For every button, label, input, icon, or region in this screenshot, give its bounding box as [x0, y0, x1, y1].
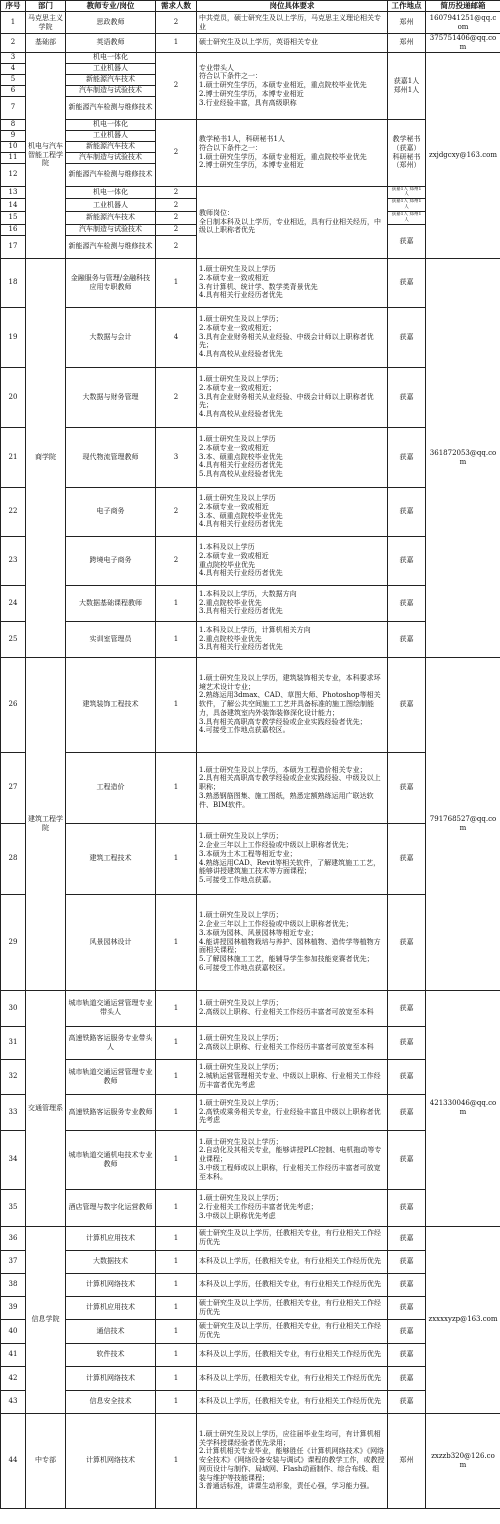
- requirements-cell: 硕士研究生及以上学历，任教相关专业，有行业相关工作经历优先: [197, 1319, 388, 1343]
- row-no: 11: [1, 152, 26, 163]
- col-header-position: 教师专业/岗位: [66, 1, 156, 12]
- position-cell: 汽车制造与试验技术: [66, 152, 156, 163]
- count-cell: 2: [156, 211, 197, 224]
- row-no: 21: [1, 427, 26, 487]
- count-cell: 1: [156, 1226, 197, 1250]
- row-no: 19: [1, 307, 26, 367]
- row-no: 6: [1, 85, 26, 96]
- position-cell: 实训室管理员: [66, 621, 156, 657]
- row-no: 38: [1, 1273, 26, 1296]
- table-row: [1, 186, 500, 199]
- position-cell: 新能源汽车检测与维修技术: [66, 96, 156, 119]
- row-no: 18: [1, 258, 26, 307]
- location-cell: 获嘉: [388, 1059, 426, 1094]
- position-cell: 城市轨道交通机电技术专业教师: [66, 1130, 156, 1189]
- row-no: 27: [1, 752, 26, 823]
- row-no: 37: [1, 1250, 26, 1273]
- requirements-cell: 1.硕士研究生及以上学历； 2.企业三年以上工作经验或中级以上职称者优先； 3.本硕为园林、风景园林等相近专业； 4.能讲授园林植物栽培与养护、园林植物、造传学等植物方面相关课程； 5.了解园林施工工艺，能辅导学生参加技能竞赛者优先； 6.可接受工作地点获嘉校区。: [197, 894, 388, 990]
- count-cell: 1: [156, 1390, 197, 1413]
- row-no: 26: [1, 657, 26, 752]
- row-no: 4: [1, 63, 26, 74]
- table-row: [1, 487, 500, 536]
- row-no: 43: [1, 1390, 26, 1413]
- count-cell: 2: [156, 199, 197, 212]
- col-header-no: 序号: [1, 1, 26, 12]
- table-row: [1, 1319, 500, 1343]
- position-cell: 计算机应用技术: [66, 1296, 156, 1319]
- position-cell: 新能源汽车技术: [66, 74, 156, 85]
- row-no: 10: [1, 141, 26, 152]
- location-cell: 获嘉: [388, 536, 426, 585]
- table-row: [1, 119, 500, 130]
- count-cell: 2: [156, 224, 197, 235]
- position-cell: 风景园林设计: [66, 894, 156, 990]
- location-cell: 获嘉: [388, 427, 426, 487]
- position-cell: 计算机应用技术: [66, 1226, 156, 1250]
- table-row: [1, 1130, 500, 1189]
- position-cell: 城市轨道交通运营管理专业带头人: [66, 990, 156, 1026]
- position-cell: 计算机网络技术: [66, 1273, 156, 1296]
- count-cell: 2: [156, 12, 197, 34]
- count-cell: 1: [156, 1250, 197, 1273]
- table-row: [1, 1059, 500, 1094]
- count-cell: 1: [156, 1413, 197, 1508]
- position-cell: 高速铁路客运服务专业教师: [66, 1094, 156, 1130]
- position-cell: 英语教师: [66, 34, 156, 53]
- position-cell: 通信技术: [66, 1319, 156, 1343]
- location-cell: 获嘉: [388, 224, 426, 258]
- row-no: 2: [1, 34, 26, 53]
- table-row: [1, 1296, 500, 1319]
- row-no: 35: [1, 1189, 26, 1226]
- table-row: [1, 585, 500, 621]
- email-cell[interactable]: zxzzb320@126.com: [426, 1413, 500, 1508]
- row-no: 36: [1, 1226, 26, 1250]
- position-cell: 思政教师: [66, 12, 156, 34]
- position-cell: 高速铁路客运服务专业带头人: [66, 1026, 156, 1059]
- position-cell: 工业机器人: [66, 130, 156, 141]
- dept-cell: 建筑工程学院: [26, 657, 66, 990]
- requirements-cell: 专业带头人 符合以下条件之一： 1.硕士研究生学历，本硕专业相近，重点院校毕业优先 2.博士研究生学历，本博专业相近 3.行业经验丰富，具有高级职称: [197, 52, 388, 119]
- requirements-cell: 1.本科及以上学历 2.本硕专业一致或相近 重点院校毕业优先 4.具有相关行业经历者优先: [197, 536, 388, 585]
- location-cell: 郑州: [388, 1413, 426, 1508]
- count-cell: 1: [156, 1273, 197, 1296]
- count-cell: 1: [156, 1094, 197, 1130]
- position-cell: 大数据基础课程教师: [66, 585, 156, 621]
- location-cell: 获嘉1人 郑州1人: [388, 199, 426, 212]
- table-row: [1, 1413, 500, 1508]
- position-cell: 机电一体化: [66, 52, 156, 63]
- row-no: 8: [1, 119, 26, 130]
- position-cell: 机电一体化: [66, 119, 156, 130]
- email-cell[interactable]: 361872053@qq.com: [426, 258, 500, 657]
- location-cell: 郑州: [388, 12, 426, 34]
- requirements-cell: 1.硕士研究生及以上学历； 2.高级以上职称、行业相关工作经历丰富者可放宽至本科: [197, 1026, 388, 1059]
- requirements-cell: 本科及以上学历，任教相关专业，有行业相关工作经历优先: [197, 1273, 388, 1296]
- row-no: 17: [1, 235, 26, 258]
- requirements-cell: 中共党员，硕士研究生及以上学历，马克思主义理论相关专业: [197, 12, 388, 34]
- location-cell: 获嘉: [388, 1390, 426, 1413]
- position-cell: 信息安全技术: [66, 1390, 156, 1413]
- dept-cell: 中专部: [26, 1413, 66, 1508]
- position-cell: 工程造价: [66, 752, 156, 823]
- location-cell: 获嘉: [388, 657, 426, 752]
- dept-cell: 基础部: [26, 34, 66, 53]
- table-row: [1, 1226, 500, 1250]
- email-cell[interactable]: zxxxxyzp@163.com: [426, 1226, 500, 1413]
- requirements-cell: 1.硕士研究生及以上学历，应往届毕业生均可，有计算机相关学科授课经验者优先录用； 2.计算机相关专业毕业，能够胜任《计算机网络技术》《网络安全技术》《网络设备安装与调试》课程的教学工作，或教授网页设计与制作、局域网、Flash动画制作、综合布线、组装与维护等技能课程； 3.普通话标准，讲课生动形象，责任心强，学习能力强。: [197, 1413, 388, 1508]
- requirements-cell: 本科及以上学历，任教相关专业，有行业相关工作经历优先: [197, 1390, 388, 1413]
- count-cell: 2: [156, 235, 197, 258]
- count-cell: 1: [156, 657, 197, 752]
- table-row: [1, 621, 500, 657]
- location-cell: 获嘉1人 郑州1人: [388, 52, 426, 119]
- position-cell: 大数据技术: [66, 1250, 156, 1273]
- position-cell: 计算机网络技术: [66, 1366, 156, 1390]
- dept-cell: 机电与汽车智能工程学院: [26, 52, 66, 258]
- requirements-cell: 1.硕士研究生及以上学历； 2.企业三年以上工作经验或中级以上职称者优先； 3.本硕为土木工程等相近专业； 4.熟练运用CAD、Revit等相关软件，了解建筑施工工艺，能够讲授建筑施工技术等方面课程； 5.可接受工作地点获嘉。: [197, 823, 388, 894]
- position-cell: 汽车制造与试验技术: [66, 85, 156, 96]
- location-cell: 获嘉1人 郑州1人: [388, 186, 426, 199]
- table-row: [1, 1026, 500, 1059]
- row-no: 41: [1, 1343, 26, 1366]
- location-cell: 获嘉: [388, 1273, 426, 1296]
- requirements-cell: 本科及以上学历，任教相关专业，有行业相关工作经历优先: [197, 1343, 388, 1366]
- count-cell: 1: [156, 621, 197, 657]
- count-cell: 1: [156, 1319, 197, 1343]
- location-cell: 获嘉: [388, 1130, 426, 1189]
- row-no: 1: [1, 12, 26, 34]
- row-no: 13: [1, 186, 26, 199]
- count-cell: 1: [156, 1343, 197, 1366]
- position-cell: 计算机网络技术: [66, 1413, 156, 1508]
- table-row: [1, 657, 500, 752]
- row-no: 7: [1, 96, 26, 119]
- count-cell: 1: [156, 258, 197, 307]
- location-cell: 获嘉: [388, 258, 426, 307]
- requirements-cell: 1.硕士研究生及以上学历； 2.城轨运营管理相关专业、中级以上职称、行业相关工作经历丰富者优先考虑: [197, 1059, 388, 1094]
- position-cell: 建筑装饰工程技术: [66, 657, 156, 752]
- table-row: [1, 1189, 500, 1226]
- position-cell: 酒店管理与数字化运营教师: [66, 1189, 156, 1226]
- position-cell: 现代物流管理教师: [66, 427, 156, 487]
- requirements-cell: 1.硕士研究生及以上学历； 2.高级以上职称、行业相关工作经历丰富者可放宽至本科: [197, 990, 388, 1026]
- table-row: [1, 367, 500, 427]
- dept-cell: 交通管理系: [26, 990, 66, 1226]
- count-cell: 1: [156, 823, 197, 894]
- email-cell[interactable]: 375751406@qq.com: [426, 34, 500, 53]
- row-no: 39: [1, 1296, 26, 1319]
- location-cell: 获嘉: [388, 367, 426, 427]
- position-cell: 软件技术: [66, 1343, 156, 1366]
- count-cell: 1: [156, 1296, 197, 1319]
- count-cell: 1: [156, 894, 197, 990]
- dept-cell: 信息学院: [26, 1226, 66, 1413]
- position-cell: 工业机器人: [66, 63, 156, 74]
- table-row: [1, 12, 500, 34]
- requirements-cell: 1.硕士研究生及以上学历； 2.高铁或乘务相关专业，行业经验丰富且中级以上职称者优先考虑: [197, 1094, 388, 1130]
- row-no: 44: [1, 1413, 26, 1508]
- requirements-cell: 1.硕士研究生及以上学历 2.本硕专业一致或相近 3.本、硕重点院校毕业优先 4.具有相关行业经历者优先: [197, 487, 388, 536]
- location-cell: 获嘉: [388, 307, 426, 367]
- location-cell: 获嘉: [388, 1189, 426, 1226]
- count-cell: 2: [156, 487, 197, 536]
- row-no: 40: [1, 1319, 26, 1343]
- requirements-cell: 硕士研究生及以上学历，任教相关专业，有行业相关工作经历优先: [197, 1296, 388, 1319]
- requirements-cell: 教学秘书1人，科研秘书1人 符合以下条件之一： 1.硕士研究生学历，本硕专业相近，重点院校毕业优先 2.博士研究生学历，本博专业相近: [197, 119, 388, 186]
- row-no: 15: [1, 211, 26, 224]
- position-cell: 跨境电子商务: [66, 536, 156, 585]
- email-cell[interactable]: zxjdgcxy@163.com: [426, 52, 500, 258]
- row-no: 3: [1, 52, 26, 63]
- location-cell: 获嘉: [388, 990, 426, 1026]
- row-no: 9: [1, 130, 26, 141]
- email-cell[interactable]: 1607941251@qq.com: [426, 12, 500, 34]
- location-cell: 获嘉: [388, 1250, 426, 1273]
- location-cell: 获嘉: [388, 894, 426, 990]
- position-cell: 工业机器人: [66, 199, 156, 212]
- count-cell: 1: [156, 1366, 197, 1390]
- count-cell: 1: [156, 585, 197, 621]
- row-no: 34: [1, 1130, 26, 1189]
- location-cell: 获嘉: [388, 1296, 426, 1319]
- position-cell: 电子商务: [66, 487, 156, 536]
- table-row: [1, 536, 500, 585]
- location-cell: 获嘉: [388, 487, 426, 536]
- table-row: [1, 823, 500, 894]
- table-row: [1, 427, 500, 487]
- row-no: 29: [1, 894, 26, 990]
- count-cell: 1: [156, 990, 197, 1026]
- table-row: [1, 34, 500, 53]
- row-no: 32: [1, 1059, 26, 1094]
- row-no: 24: [1, 585, 26, 621]
- count-cell: 1: [156, 1130, 197, 1189]
- row-no: 25: [1, 621, 26, 657]
- position-cell: 大数据与财务管理: [66, 367, 156, 427]
- location-cell: 获嘉: [388, 752, 426, 823]
- location-cell: 获嘉: [388, 1094, 426, 1130]
- count-cell: 4: [156, 307, 197, 367]
- count-cell: 2: [156, 367, 197, 427]
- location-cell: 获嘉: [388, 1226, 426, 1250]
- count-cell: 2: [156, 186, 197, 199]
- requirements-cell: 1.硕士研究生及以上学历 2.本硕专业一致或相近 3.有计算机、统计学、数学类背景优先 4.具有相关行业经历者优先: [197, 258, 388, 307]
- position-cell: 新能源汽车检测与维修技术: [66, 235, 156, 258]
- row-no: 42: [1, 1366, 26, 1390]
- position-cell: 新能源汽车检测与维修技术: [66, 163, 156, 186]
- table-row: [1, 752, 500, 823]
- location-cell: 郑州: [388, 34, 426, 53]
- count-cell: 1: [156, 1059, 197, 1094]
- email-cell[interactable]: 791768527@qq.com: [426, 657, 500, 990]
- row-no: 23: [1, 536, 26, 585]
- row-no: 16: [1, 224, 26, 235]
- requirements-cell: 硕士研究生及以上学历，英语相关专业: [197, 34, 388, 53]
- requirements-cell: 1.硕士研究生及以上学历，本硕为工程造价相关专业； 2.具有相关高职高专教学经验或企业实践经验、中级及以上职称； 3.熟悉钢筋图集、施工图纸，熟悉定额熟练运用广联达软件、BIM软件。: [197, 752, 388, 823]
- col-header-email: 简历投递邮箱: [426, 1, 500, 12]
- count-cell: 1: [156, 1026, 197, 1059]
- requirements-cell: 1.硕士研究生及以上学历 2.本硕专业一致或相近 3.本、硕重点院校毕业优先 4.具有相关行业经历者优先 5.具有高校从业经验者优先: [197, 427, 388, 487]
- table-row: [1, 258, 500, 307]
- position-cell: 新能源汽车技术: [66, 141, 156, 152]
- header-row: [1, 1, 500, 12]
- count-cell: 2: [156, 119, 197, 186]
- row-no: 5: [1, 74, 26, 85]
- col-header-location: 工作地点: [388, 1, 426, 12]
- col-header-requirements: 岗位具体要求: [197, 1, 388, 12]
- requirements-cell: 1.硕士研究生及以上学历； 2.行业相关工作经历丰富者优先考虑； 3.中级以上职称优先考虑: [197, 1189, 388, 1226]
- table-row: [1, 1273, 500, 1296]
- row-no: 22: [1, 487, 26, 536]
- position-cell: 金融服务与管理/金融科技应用专职教师: [66, 258, 156, 307]
- location-cell: 获嘉: [388, 585, 426, 621]
- location-cell: 获嘉: [388, 1319, 426, 1343]
- row-no: 14: [1, 199, 26, 212]
- position-cell: 城市轨道交通运营管理专业教师: [66, 1059, 156, 1094]
- location-cell: 获嘉: [388, 823, 426, 894]
- location-cell: 获嘉: [388, 1343, 426, 1366]
- requirements-cell: 1.本科及以上学历，计算机相关方向 2.重点院校毕业优先 3.具有相关行业经历者优先: [197, 621, 388, 657]
- position-cell: 汽车制造与试验技术: [66, 224, 156, 235]
- col-header-count: 需求人数: [156, 1, 197, 12]
- requirements-cell: 教师岗位： 全日制本科及以上学历，专业相近，具有行业相关经历，中级以上职称者优先: [197, 186, 388, 258]
- dept-cell: 马克思主义学院: [26, 12, 66, 34]
- table-row: [1, 1250, 500, 1273]
- dept-cell: 商学院: [26, 258, 66, 657]
- row-no: 20: [1, 367, 26, 427]
- location-cell: 获嘉: [388, 1366, 426, 1390]
- requirements-cell: 1.硕士研究生及以上学历； 2.自动化及其相关专业，能够讲授PLC控制、电机拖动等专业课程； 3.中级工程师或以上职称，行业相关工作经历丰富者可放宽至本科。: [197, 1130, 388, 1189]
- position-cell: 新能源汽车技术: [66, 211, 156, 224]
- col-header-dept: 部门: [26, 1, 66, 12]
- table-row: [1, 1094, 500, 1130]
- location-cell: 获嘉: [388, 1026, 426, 1059]
- requirements-cell: 本科及以上学历，任教相关专业，有行业相关工作经历优先: [197, 1366, 388, 1390]
- table-row: [1, 307, 500, 367]
- requirements-cell: 硕士研究生及以上学历，任教相关专业，有行业相关工作经历优先: [197, 1226, 388, 1250]
- table-row: [1, 1343, 500, 1366]
- row-no: 30: [1, 990, 26, 1026]
- location-cell: 教学秘书（获嘉） 科研秘书（郑州）: [388, 119, 426, 186]
- count-cell: 1: [156, 1189, 197, 1226]
- location-cell: 获嘉1人 郑州1人: [388, 211, 426, 224]
- count-cell: 1: [156, 34, 197, 53]
- requirements-cell: 1.硕士研究生及以上学历，建筑装饰相关专业，本科要求环境艺术设计专业； 2.熟练运用3dmax、CAD、草图大师、Photoshop等相关软件，了解公共空间施工工艺并具备标准的施工图绘制能力，具备建筑室内外装饰装修深化设计能力； 3.具有相关高职高专教学经验或企业实践经验者优先； 4.可接受工作地点获嘉校区。: [197, 657, 388, 752]
- email-cell[interactable]: 421330046@qq.com: [426, 990, 500, 1226]
- row-no: 12: [1, 163, 26, 186]
- count-cell: 2: [156, 52, 197, 119]
- requirements-cell: 本科及以上学历，任教相关专业，有行业相关工作经历优先: [197, 1250, 388, 1273]
- count-cell: 1: [156, 752, 197, 823]
- position-cell: 建筑工程技术: [66, 823, 156, 894]
- row-no: 31: [1, 1026, 26, 1059]
- location-cell: 获嘉: [388, 621, 426, 657]
- position-cell: 机电一体化: [66, 186, 156, 199]
- table-row: [1, 52, 500, 63]
- position-cell: 大数据与会计: [66, 307, 156, 367]
- table-row: [1, 990, 500, 1026]
- requirements-cell: 1.本科及以上学历，大数据方向 2.重点院校毕业优先 3.具有相关行业经历者优先: [197, 585, 388, 621]
- table-row: [1, 1390, 500, 1413]
- row-no: 33: [1, 1094, 26, 1130]
- requirements-cell: 1.硕士研究生及以上学历； 2.本硕专业一致或相近； 3.具有企业财务相关从业经验、中级会计师以上职称者优先； 4.具有高校从业经验者优先: [197, 307, 388, 367]
- count-cell: 2: [156, 536, 197, 585]
- row-no: 28: [1, 823, 26, 894]
- table-row: [1, 894, 500, 990]
- table-row: [1, 1366, 500, 1390]
- count-cell: 3: [156, 427, 197, 487]
- requirements-cell: 1.硕士研究生及以上学历； 2.本硕专业一致或相近； 3.具有企业财务相关从业经验、中级会计师以上职称者优先； 4.具有高校从业经验者优先: [197, 367, 388, 427]
